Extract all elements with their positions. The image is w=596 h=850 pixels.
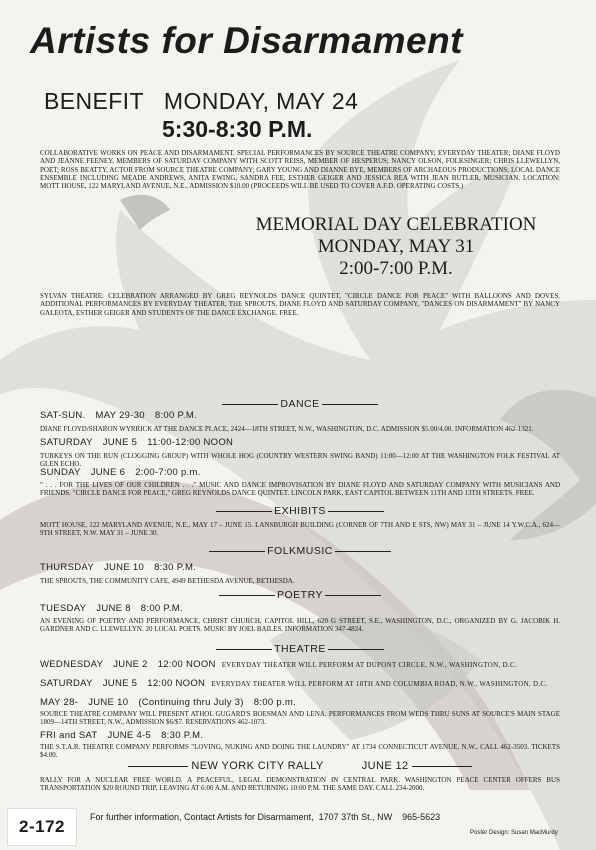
event-description: TURKEYS ON THE RUN (CLOGGING GROUP) WITH WHOLE HOG (COUNTRY WESTERN SWING BAND) 11:00—12:00 AT THE WASHINGTON FOLK FESTIVAL AT GLEN ECHO. [40,452,560,469]
rally-date: JUNE 12 [361,760,409,772]
event-heading [40,410,197,421]
event-time: 11:00-12:00 NOON [147,437,234,448]
event-description: DIANE FLOYD/SHARON WYRRICK AT THE DANCE PLACE, 2424—18TH STREET, N.W., WASHINGTON, D.C. ADMISSION $5.00/4.00. INFORMATION 462-1321. [40,425,534,433]
section-theatre-heading [40,643,560,655]
event-description: EVERYDAY THEATER WILL PERFORM AT 18TH AND COLUMBIA ROAD, N.W., WASHINGTON, D.C. [211,680,548,688]
poster-design-credit: Poster Design: Susan MacMurdy [470,830,558,836]
event-date: JUNE 2 [113,659,148,670]
section-folkmusic-heading [40,545,560,557]
section-exhibits-heading [40,505,560,517]
event-day: THURSDAY [40,562,94,573]
benefit-description: COLLABORATIVE WORKS ON PEACE AND DISARMAMENT. SPECIAL PERFORMANCES BY SOURCE THEATRE COMPANY; EVERYDAY THEATER; DIANE FLOYD AND JEANNE FEENEY, MEMBERS OF SATURDAY COMPANY WITH SCOTT REISS, MEMBER OF HESPERUS; NANCY OLSON, FOLKSINGER; CHRIS LLEWELLYN, POET; ROSS BEATTY, ACTOR FROM SOURCE THEATRE COMPANY; GARY YOUNG AND DIANNE BYE, MEMBERS OF ARCHAEOUS PRODUCTIONS; LOCAL DANCE ENSEMBLE INCLUDING MEADE ANDREWS, ANITA EWING, SANDRA FEE, ESTHER GEIGER AND JESSICA REA WITH JEAN BUTLER, MUSICIAN. LOCATION: MOTT HOUSE, 122 MARYLAND AVENUE, N.E., ADMISSION $10.00 (PROCEEDS WILL BE USED TO COVER A.F.D. OPERATING COSTS.) [40,149,560,191]
event-description: AN EVENING OF POETRY AND PERFORMANCE, CHRIST CHURCH, CAPITOL HILL, 620 G STREET, S.E., WASHINGTON, D.C., ORGANIZED BY G. JACOBIK H. GARDNER AND C. LLEWELLYN. 20 LOCAL POETS. MUSIC BY JOEL BAILES. INFORMATION 347-4824. [40,617,560,634]
event-time: 8:00 P.M. [154,410,198,421]
event-time: 8:30 P.M. [161,730,204,741]
event-day: TUESDAY [40,603,87,614]
memorial-title: MEMORIAL DAY CELEBRATION [255,214,537,235]
rally-label: NEW YORK CITY RALLY [191,760,324,772]
footer-contact [90,812,440,822]
event-time: 8:30 P.M. [154,562,197,573]
benefit-label: BENEFIT [44,88,144,114]
section-label: EXHIBITS [274,505,326,517]
event-date: JUNE 6 [90,467,126,478]
section-label: THEATRE [274,643,326,655]
event-heading [40,467,201,478]
footer-contact-text: For further information, Contact Artists for Disarmament, [90,812,314,822]
event-day: SUNDAY [40,467,81,478]
footer-address: 1707 37th St., NW [318,812,393,822]
event-date: JUNE 5 [102,678,138,689]
exhibits-description: MOTT HOUSE, 122 MARYLAND AVENUE, N.E., MAY 17 – JUNE 15. LANSBURGH BUILDING (CORNER OF 7TH AND E STS, NW) MAY 31 – JUNE 14 Y.W.C.A., 624—9TH STREET, N.W. MAY 31 – JUNE 30. [40,521,560,538]
memorial-heading [196,214,596,280]
event-date: JUNE 10 [103,562,145,573]
event-date: JUNE 4-5 [107,730,152,741]
event-heading [40,697,296,708]
rally-heading [40,760,560,772]
event-day: WEDNESDAY [40,659,104,670]
event-date: JUNE 10 [88,697,129,708]
event-heading [40,659,517,670]
event-heading [40,730,203,741]
footer-phone: 965-5623 [402,812,441,822]
event-heading [40,678,547,689]
event-heading [40,562,196,573]
section-label: DANCE [280,398,320,410]
benefit-heading [44,88,358,115]
event-heading [40,437,233,448]
event-time: 8:00 p.m. [253,697,297,708]
event-date: JUNE 8 [96,603,131,614]
event-day: SATURDAY [40,678,93,689]
event-day: MAY 28- [40,697,79,708]
poster-title: Artists for Disarmament [30,20,464,61]
event-time: 2:00-7:00 p.m. [135,467,201,478]
event-note: (Continuing thru July 3) [138,697,244,708]
memorial-date: MONDAY, MAY 31 [317,236,475,257]
event-time: 8:00 P.M. [140,603,183,614]
section-label: FOLKMUSIC [267,545,333,557]
event-time: 12:00 NOON [147,678,206,689]
event-description: " . . . FOR THE LIVES OF OUR CHILDREN . . ." MUSIC AND DANCE IMPROVISATION BY DIANE FLOYD AND SATURDAY COMPANY WITH MUSICIANS AND FRIENDS. "CIRCLE DANCE FOR PEACE," GREG REYNOLDS DANCE QUINTET. LINCOLN PARK, EAST CAPITOL BETWEEN 11TH AND 13TH STREETS. FREE. [40,481,560,498]
event-time: 12:00 NOON [157,659,216,670]
event-day: SAT-SUN. [40,410,86,421]
archive-stamp: 2-172 [7,808,77,846]
benefit-date: MONDAY, MAY 24 [163,88,359,114]
rally-description: RALLY FOR A NUCLEAR FREE WORLD. A PEACEFUL, LEGAL DEMONSTRATION IN CENTRAL PARK. WASHINGTON PEACE CENTER OFFERS BUS TRANSPORTATION $20 ROUND TRIP, LEAVING AT 6:00 A.M. AND RETURNING 10:00 P.M. THE SAME DAY. CALL 234-2000. [40,776,560,793]
event-date: JUNE 5 [102,437,138,448]
event-date: MAY 29-30 [95,410,145,421]
event-description: THE S.T.A.R. THEATRE COMPANY PERFORMS "LOVING, NUKING AND DOING THE LAUNDRY" AT 1734 CONNECTICUT AVENUE, N.W., CALL 462-3503. TICKETS $4.00. [40,743,560,760]
event-day: SATURDAY [40,437,93,448]
benefit-time: 5:30-8:30 P.M. [162,116,313,142]
section-poetry-heading [40,589,560,601]
section-label: POETRY [277,589,323,601]
section-dance-heading [40,398,560,410]
event-heading [40,603,183,614]
memorial-description: SYLVAN THEATRE: CELEBRATION ARRANGED BY GREG REYNOLDS DANCE QUINTET, "CIRCLE DANCE FOR PEACE" WITH BALLOONS AND DOVES. ADDITIONAL PERFORMANCES BY EVERYDAY THEATER, THE SPROUTS, DIANE FLOYD AND SATURDAY COMPANY, "DANCES ON DISARMAMENT" BY NANCY GALEOTA, ESTHER GEIGER AND STUDENTS OF THE DANCE EXCHANGE. FREE. [40,292,560,317]
event-description: EVERYDAY THEATER WILL PERFORM AT DUPONT CIRCLE, N.W., WASHINGTON, D.C. [221,661,518,669]
event-description: THE SPROUTS, THE COMMUNITY CAFE, 4949 BETHESDA AVENUE, BETHESDA. [40,577,295,585]
memorial-time: 2:00-7:00 P.M. [339,258,453,279]
event-description: SOURCE THEATRE COMPANY WILL PRESENT ATHOL GUGARD'S BOESMAN AND LENA. PERFORMANCES FROM WEDS THRU SUNS AT SOURCE'S MAIN STAGE 1809—14TH STREET, N.W., ADMISSION $6/$7. RESERVATIONS 462-1073. [40,710,560,727]
event-day: FRI and SAT [40,730,98,741]
